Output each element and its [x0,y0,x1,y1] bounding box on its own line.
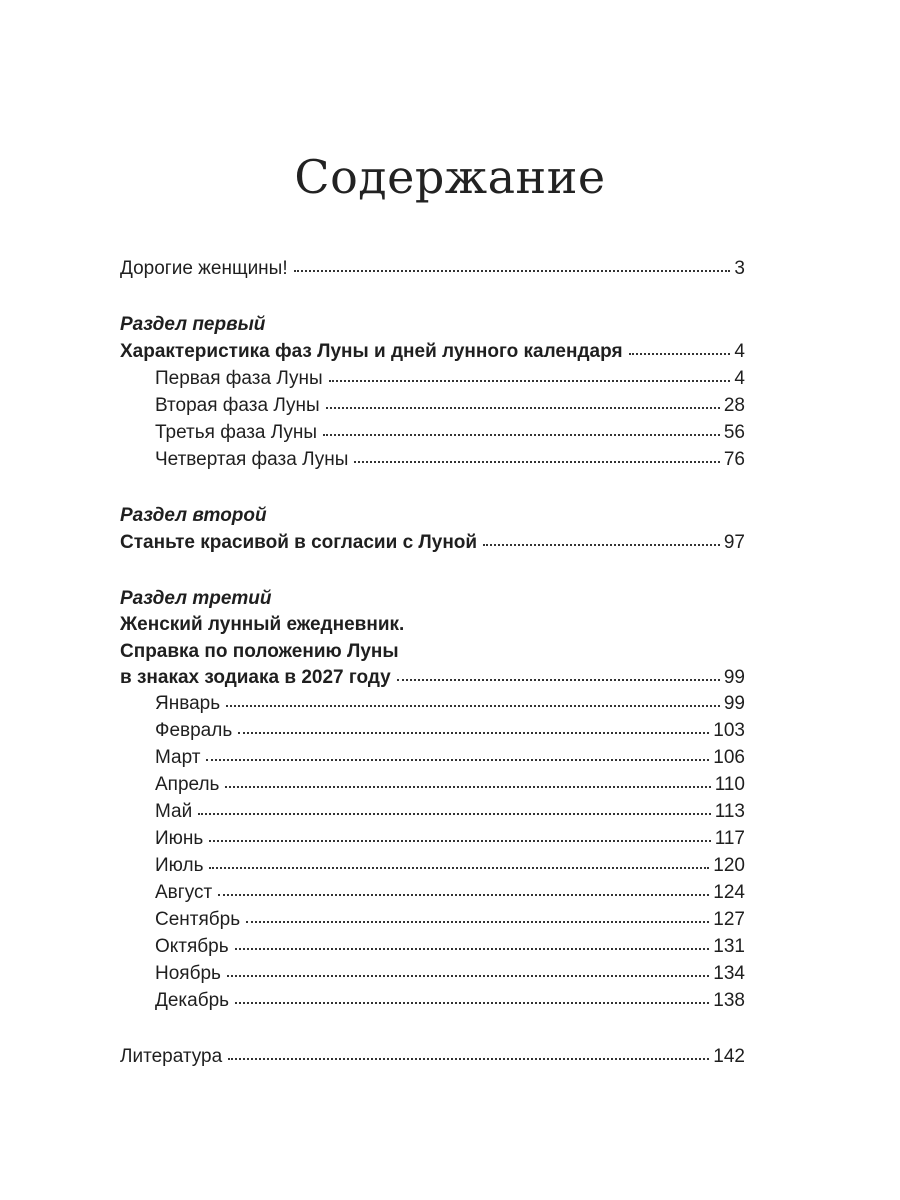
toc-entry-month [155,906,745,934]
toc-entry-label: Первая фаза Луны [155,368,323,389]
toc-entry-label: Дорогие женщины! [120,258,288,279]
toc-entry-section2 [120,529,745,557]
leader-dots [225,780,710,788]
toc-entry-month [155,960,745,988]
toc-entry-page: 127 [713,909,745,930]
toc-entry-phase-3 [155,419,745,447]
leader-dots [198,807,710,815]
leader-dots [246,915,709,923]
toc-entry-month [155,690,745,718]
leader-dots [329,374,731,382]
toc-entry-label: в знаках зодиака в 2027 году [120,667,391,688]
toc-entry-label: Март [155,747,201,768]
toc-entry-page: 4 [734,341,745,362]
toc-entry-label: Характеристика фаз Луны и дней лунного календаря [120,341,623,362]
toc-entry-month [155,879,745,907]
toc-entry-label: Ноябрь [155,963,221,984]
toc-entry-page: 28 [723,395,745,416]
toc-entry-intro [120,255,745,283]
toc-entry-label: Декабрь [155,990,230,1011]
leader-dots [235,996,709,1004]
toc-entry-page: 97 [723,532,745,553]
leader-dots [235,942,710,950]
toc-entry-literature [120,1043,745,1071]
toc-entry-page: 120 [713,855,745,876]
toc-entry-page: 99 [723,693,745,714]
toc-entry-label: Август [155,882,213,903]
toc-entry-label: Июль [155,855,204,876]
toc-entry-label: Январь [155,693,221,714]
leader-dots [228,1052,709,1060]
leader-dots [397,673,720,681]
toc-entry-phase-2 [155,392,745,420]
toc-entry-month [155,771,745,799]
toc-entry-page: 56 [723,422,745,443]
leader-dots [238,726,709,734]
toc-entry-page: 131 [713,936,745,957]
toc-entry-month [155,987,745,1015]
toc-entry-label: Вторая фаза Луны [155,395,320,416]
toc-entry-page: 99 [723,667,745,688]
toc-entry-page: 134 [713,963,745,984]
toc-entry-label: Третья фаза Луны [155,422,318,443]
section-heading-3: Раздел третий [120,588,272,609]
toc-entry-month [155,798,745,826]
toc-entry-page: 4 [734,368,745,389]
toc-entry-label: Апрель [155,774,220,795]
toc-entry-month [155,744,745,772]
section3-title-line1: Женский лунный ежедневник. [120,614,405,635]
page-title: Содержание [294,150,606,204]
leader-dots [294,264,731,272]
leader-dots [354,455,719,463]
toc-entry-page: 124 [713,882,745,903]
toc-entry-page: 76 [723,449,745,470]
toc-entry-label: Литература [120,1046,223,1067]
toc-entry-page: 106 [713,747,745,768]
toc-entry-phase-4 [155,446,745,474]
toc-entry-page: 103 [713,720,745,741]
toc-entry-label: Май [155,801,193,822]
section-heading-2: Раздел второй [120,505,267,526]
toc-entry-month [155,933,745,961]
toc-entry-label: Станьте красивой в согласии с Луной [120,532,478,553]
toc-entry-label: Сентябрь [155,909,241,930]
leader-dots [206,753,709,761]
section3-title-line2: Справка по положению Луны [120,641,399,662]
leader-dots [326,401,720,409]
toc-entry-section3 [120,664,745,692]
toc-entry-page: 3 [734,258,745,279]
leader-dots [209,861,709,869]
toc-entry-month [155,852,745,880]
toc-entry-page: 117 [714,828,745,849]
toc-entry-month [155,717,745,745]
leader-dots [209,834,710,842]
leader-dots [323,428,720,436]
toc-entry-label: Четвертая фаза Луны [155,449,349,470]
toc-entry-label: Октябрь [155,936,229,957]
toc-entry-label: Июнь [155,828,204,849]
toc-entry-phase-1 [155,365,745,393]
leader-dots [227,969,709,977]
toc-entry-month [155,825,745,853]
leader-dots [226,699,720,707]
toc-entry-page: 113 [714,801,745,822]
toc-entry-section1 [120,338,745,366]
leader-dots [483,538,720,546]
section-heading-1: Раздел первый [120,314,266,335]
leader-dots [218,888,709,896]
toc-entry-page: 142 [713,1046,745,1067]
leader-dots [629,347,731,355]
toc-entry-label: Февраль [155,720,233,741]
toc-entry-page: 138 [713,990,745,1011]
toc-entry-page: 110 [714,774,745,795]
